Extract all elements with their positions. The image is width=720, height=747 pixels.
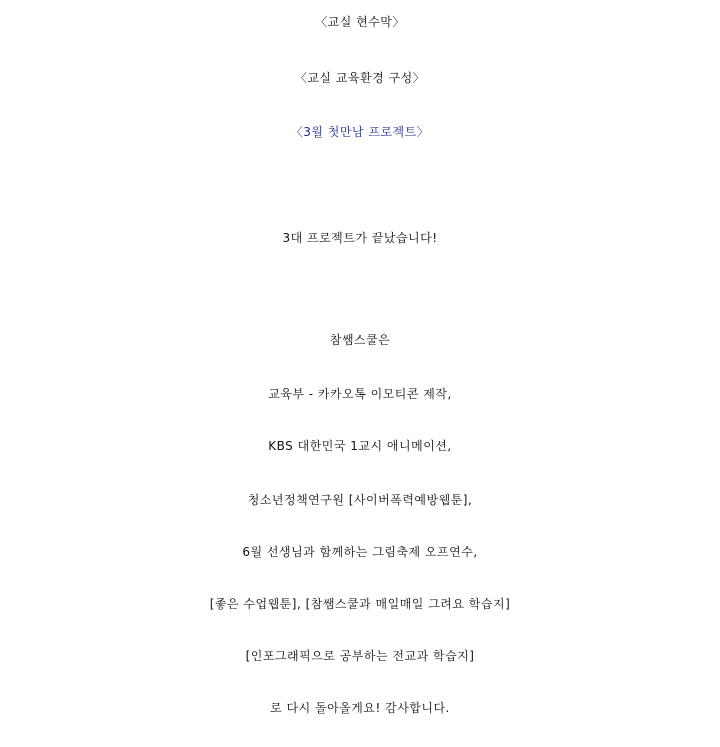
header-line-march-project: 〈3월 첫만남 프로젝트〉 <box>290 125 430 139</box>
body-line-1: 참쌤스쿨은 <box>329 333 391 347</box>
body-line-8: 로 다시 돌아올게요! 감사합니다. <box>270 701 450 715</box>
body-line-4: 청소년정책연구원 [사이버폭력예방웹툰], <box>247 493 473 507</box>
body-line-6: [좋은 수업웹툰], [참쌤스쿨과 매일매일 그려요 학습지] <box>209 597 511 611</box>
announcement-text: 3대 프로젝트가 끝났습니다! <box>282 231 438 245</box>
body-line-5: 6월 선생님과 함께하는 그림축제 오프연수, <box>242 545 478 559</box>
header-line-banner: 〈교실 현수막〉 <box>315 15 405 29</box>
body-line-7: [인포그래픽으로 공부하는 전교과 학습지] <box>245 649 475 663</box>
header-line-classroom-environment: 〈교실 교육환경 구성〉 <box>294 71 426 85</box>
body-line-2: 교육부 - 카카오톡 이모티콘 제작, <box>268 387 452 401</box>
body-line-3: KBS 대한민국 1교시 애니메이션, <box>268 439 452 453</box>
